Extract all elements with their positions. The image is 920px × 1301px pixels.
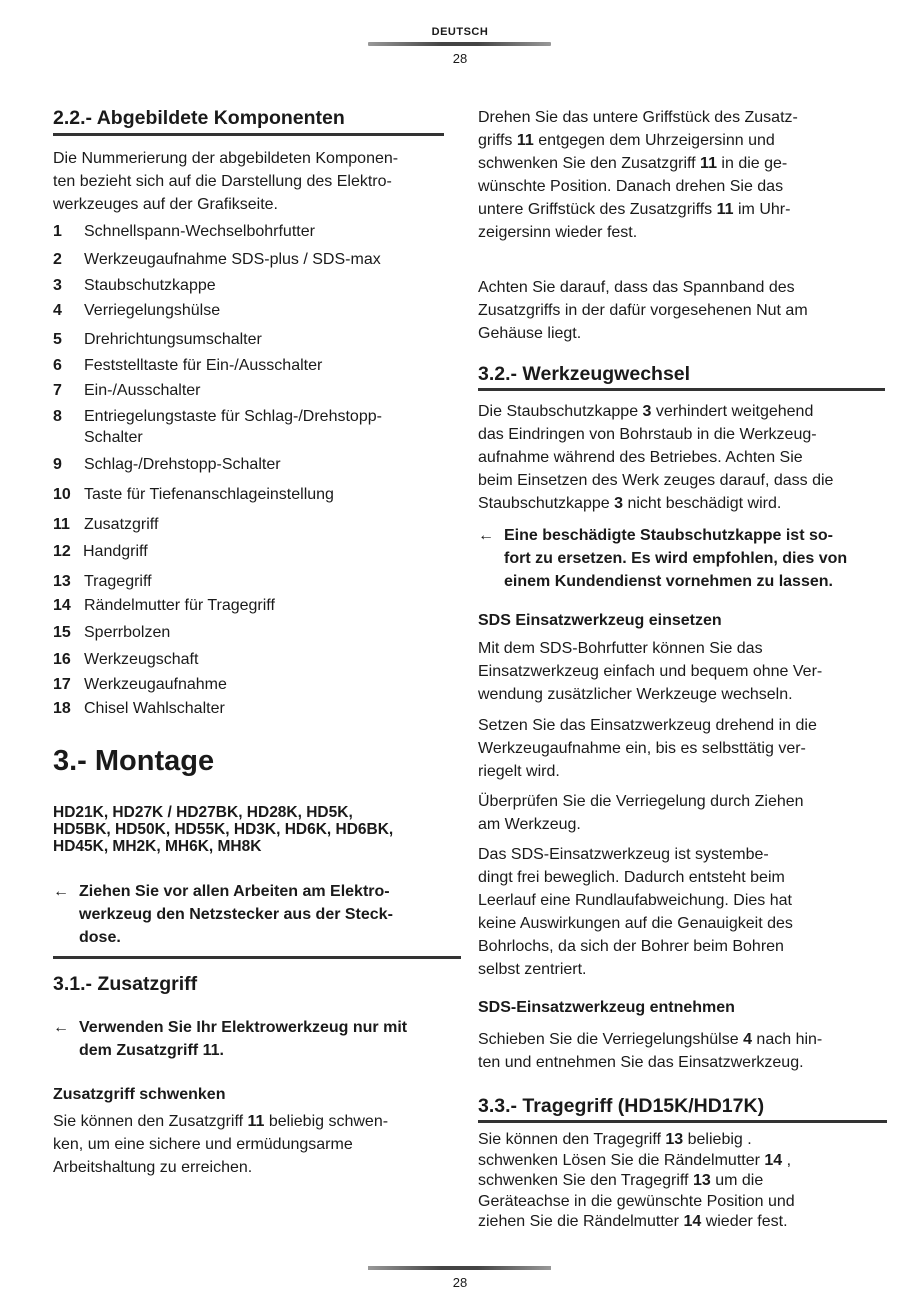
turn-handle-text: Drehen Sie das untere Griffstück des Zusatz- griffs 11 entgegen dem Uhrzeigersinn und schwenken Sie den Zusatzgriff 11 in die ge- wünschte Position. Danach drehen Sie das untere Griffstück des Zusatzgriffs 11 im Uhr- zeigersinn wieder fest. <box>478 109 798 241</box>
warning-arrow-icon: ← <box>53 883 69 900</box>
section-2-2-title: 2.2.- Abgebildete Komponenten <box>53 107 345 129</box>
swivel-subtitle: Zusatzgriff schwenken <box>53 1086 226 1103</box>
section-3-2-title: 3.2.- Werkzeugwechsel <box>478 363 691 385</box>
insert-tool-p2: Setzen Sie das Einsatzwerkzeug drehend in die Werkzeugaufnahme ein, bis es selbsttätig ver- riegelt wird. <box>478 717 817 780</box>
carry-handle-text: Sie können den Tragegriff 13 beliebig . schwenken Lösen Sie die Rändelmutter 14 , schwenken Sie den Tragegriff 13 um die Geräteachse in die gewünschte Position und ziehen Sie die Rändelmutter 14 wieder fest. <box>478 1131 795 1230</box>
section-rule <box>53 956 461 959</box>
warning-dust-cap: ← Eine beschädigte Staubschutzkappe ist so- fort zu ersetzen. Es wird empfohlen, dies von einem Kundendienst vornehmen zu lassen. <box>478 524 904 593</box>
remove-tool-text: Schieben Sie die Verriegelungshülse 4 nach hin- ten und entnehmen Sie das Einsatzwerkzeug. <box>478 1031 823 1071</box>
header-divider <box>368 42 551 46</box>
model-list: HD21K, HD27K / HD27BK, HD28K, HD5K, HD5BK, HD50K, HD55K, HD3K, HD6K, HD6BK, HD45K, MH2K, MH6K, MH8K <box>53 804 394 855</box>
insert-tool-p4: Das SDS-Einsatzwerkzeug ist systembe- dingt frei beweglich. Dadurch entsteht beim Leerlauf eine Rundlaufabweichung. Dies hat keine Auswirkungen auf die Genauigkeit des Bohrlochs, da sich der Bohrer beim Bohren selbst zentriert. <box>478 846 793 978</box>
clamp-band-text: Achten Sie darauf, dass das Spannband des Zusatzgriffs in der dafür vorgesehenen Nut am Gehäuse liegt. <box>478 279 808 342</box>
header-language: DEUTSCH <box>431 26 489 38</box>
dust-cap-text: Die Staubschutzkappe 3 verhindert weitgehend das Eindringen von Bohrstaub in die Werkzeug- aufnahme während des Betriebes. Achten Sie beim Einsetzen des Werk zeuges darauf, dass die Staubschutzkappe 3 nicht beschädigt wird. <box>478 403 834 512</box>
section-rule <box>478 388 885 391</box>
warning-unplug: ← Ziehen Sie vor allen Arbeiten am Elektro- werkzeug den Netzstecker aus der Steck- dose. <box>53 880 469 949</box>
swivel-text: Sie können den Zusatzgriff 11 beliebig schwen- ken, um eine sichere und ermüdungsarme Arbeitshaltung zu erreichen. <box>53 1113 389 1176</box>
section-rule <box>478 1120 887 1123</box>
section-rule <box>53 133 444 136</box>
remove-tool-subtitle: SDS-Einsatzwerkzeug entnehmen <box>478 999 735 1016</box>
header-page-number: 28 <box>452 51 468 66</box>
section-2-2-intro: Die Nummerierung der abgebildeten Komponen- ten bezieht sich auf die Darstellung des Elektro- werkzeuges auf der Grafikseite. <box>53 150 399 213</box>
warning-use-handle: ← Verwenden Sie Ihr Elektrowerkzeug nur mit dem Zusatzgriff 11. <box>53 1016 479 1062</box>
section-3-title: 3.- Montage <box>53 745 215 777</box>
warning-arrow-icon: ← <box>478 527 494 544</box>
insert-tool-subtitle: SDS Einsatzwerkzeug einsetzen <box>478 612 722 629</box>
section-3-1-title: 3.1.- Zusatzgriff <box>53 973 198 995</box>
footer-page-number: 28 <box>452 1275 468 1290</box>
footer-divider <box>368 1266 551 1270</box>
section-3-3-title: 3.3.- Tragegriff (HD15K/HD17K) <box>478 1095 765 1117</box>
insert-tool-p1: Mit dem SDS-Bohrfutter können Sie das Einsatzwerkzeug einfach und bequem ohne Ver- wendung zusätzlicher Werkzeuge wechseln. <box>478 640 823 703</box>
warning-arrow-icon: ← <box>53 1019 69 1036</box>
insert-tool-p3: Überprüfen Sie die Verriegelung durch Ziehen am Werkzeug. <box>478 793 804 833</box>
